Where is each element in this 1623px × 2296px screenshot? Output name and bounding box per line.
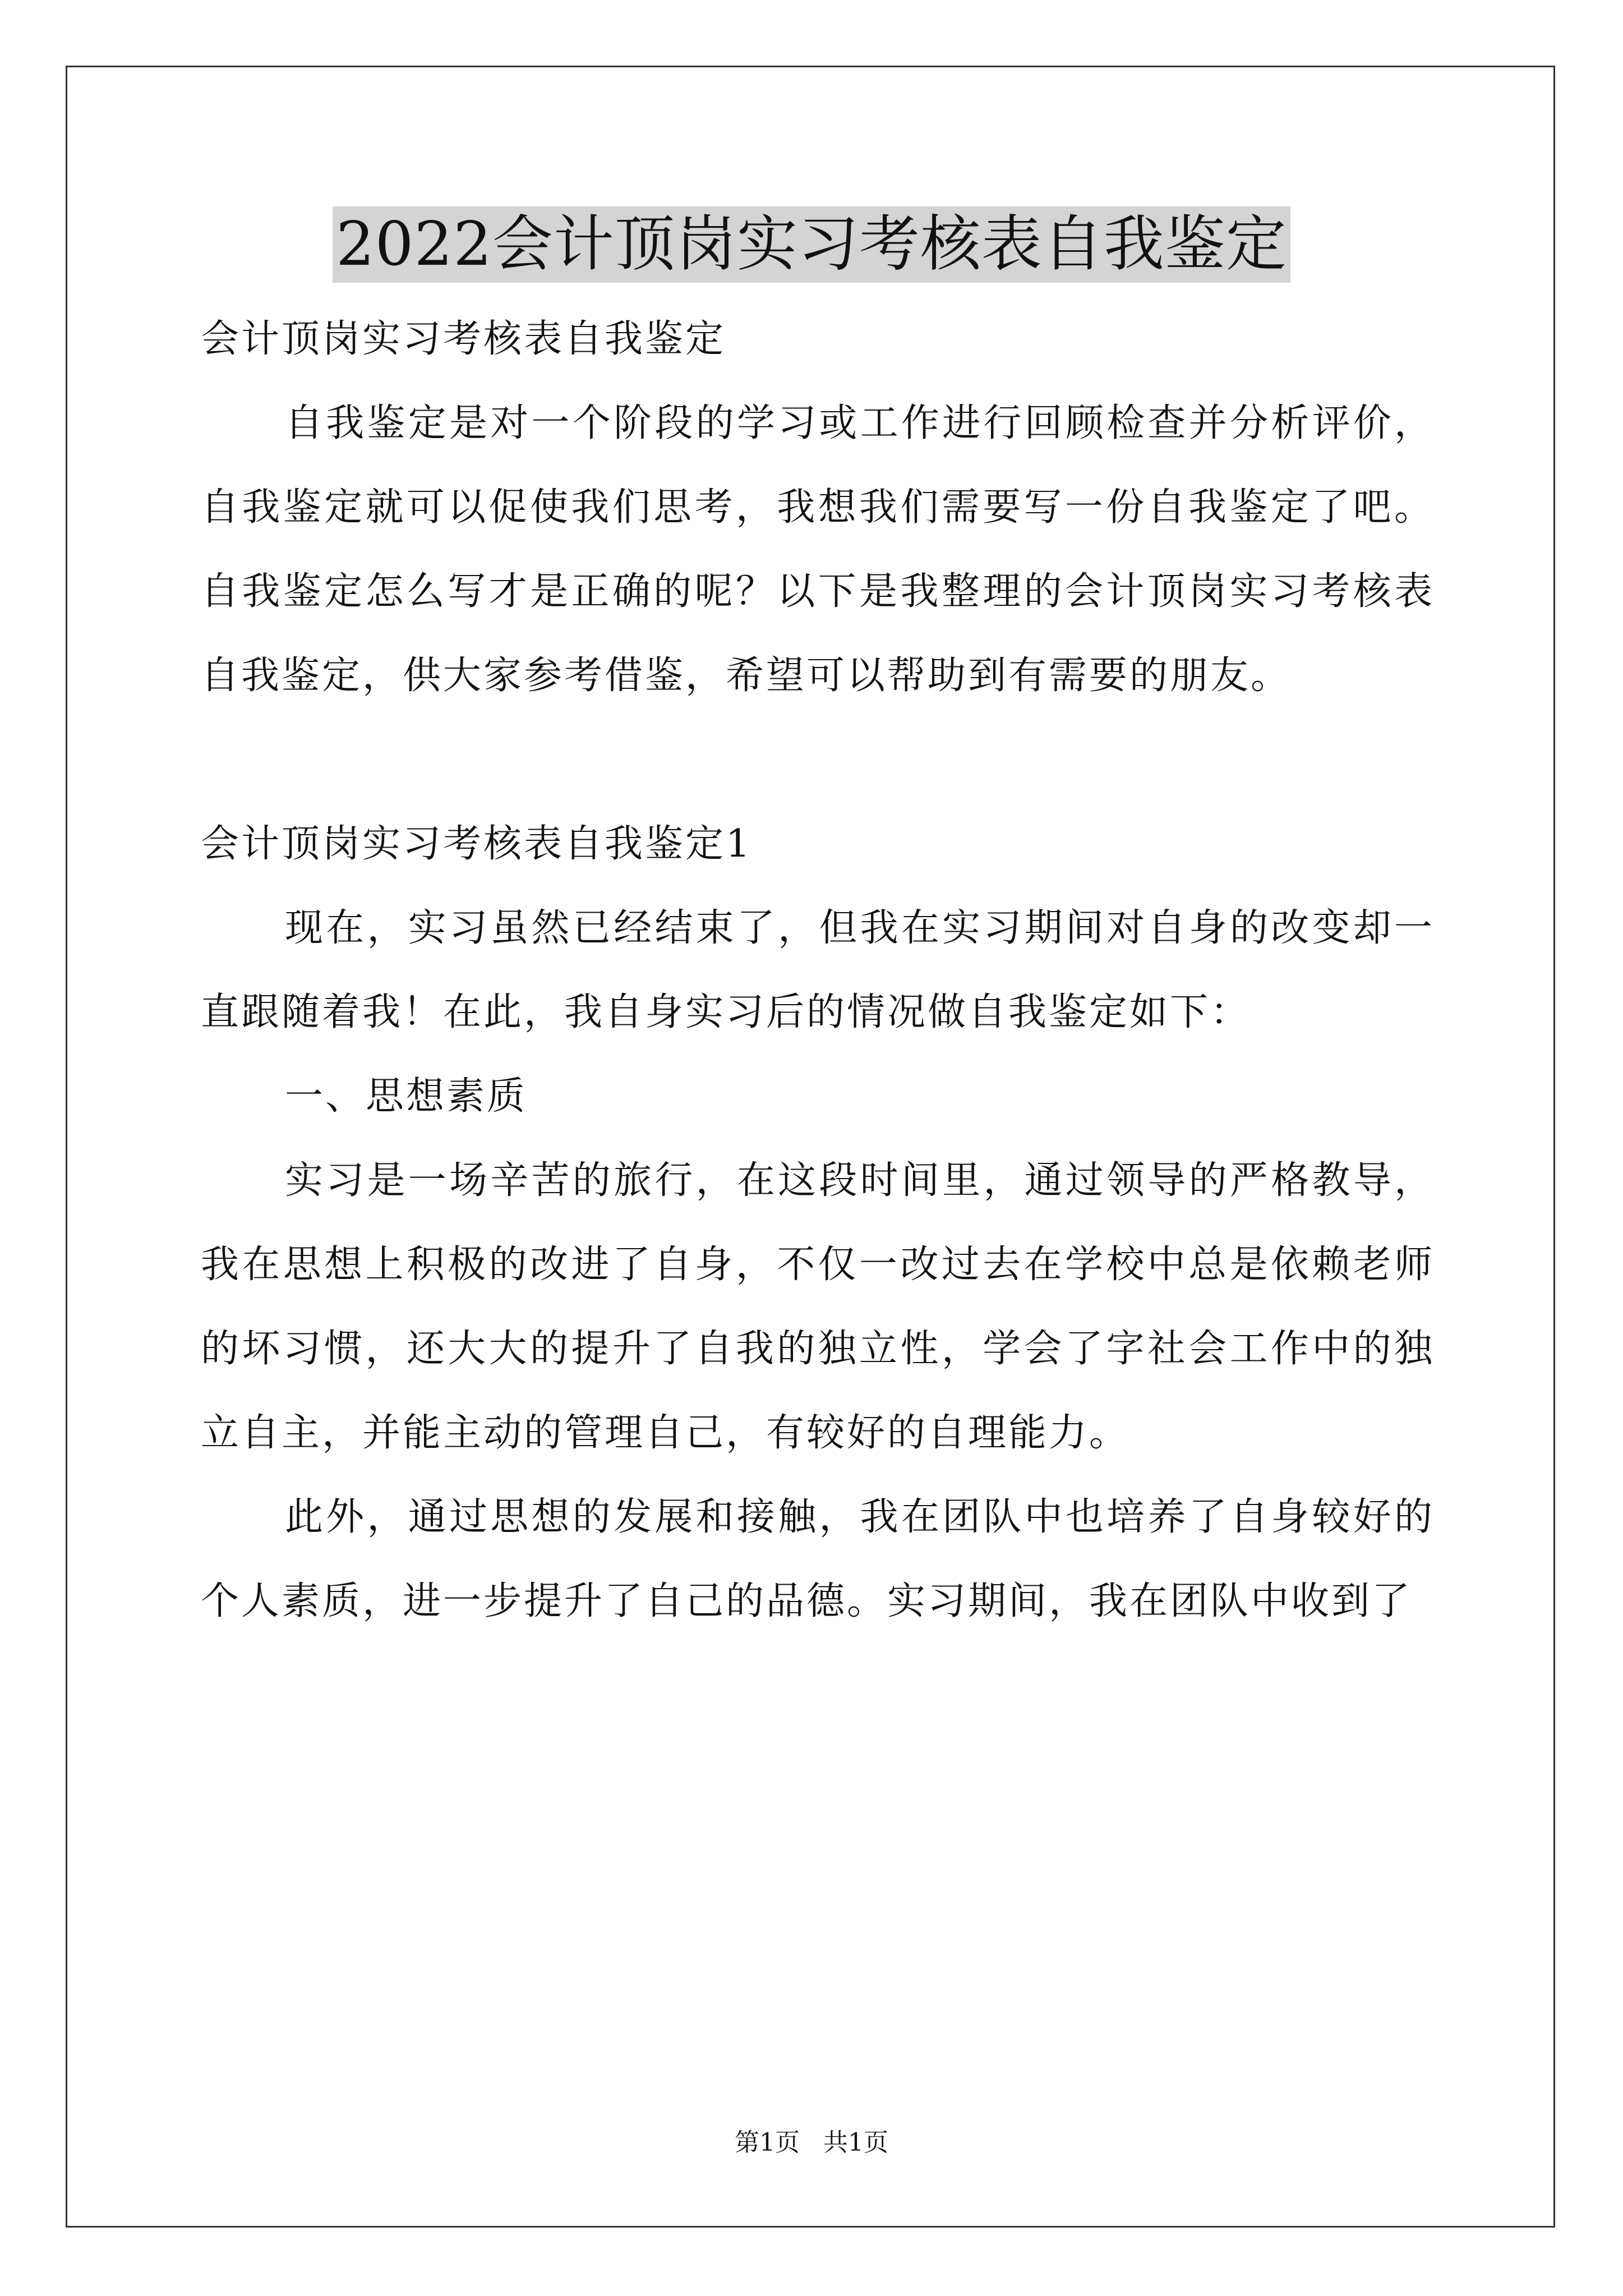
paragraph: 实习是一场辛苦的旅行，在这段时间里，通过领导的严格教导，我在思想上积极的改进了自身，不仅一改过去在学校中总是依赖老师的坏习惯，还大大的提升了自我的独立性，学会了字社会工作中的独立自主，并能主动的管理自己，有较好的自理能力。 bbox=[201, 1158, 1435, 1455]
paragraph: 会计顶岗实习考核表自我鉴定 bbox=[201, 317, 726, 361]
title-container bbox=[0, 206, 1623, 283]
page-number: 第1页 共1页 bbox=[735, 2128, 888, 2157]
paragraph: 此外，通过思想的发展和接触，我在团队中也培养了自身较好的个人素质，进一步提升了自己的品德。实习期间，我在团队中收到了 bbox=[201, 1495, 1435, 1623]
section-heading: 会计顶岗实习考核表自我鉴定1 bbox=[201, 822, 753, 866]
sub-heading: 一、思想素质 bbox=[285, 1074, 528, 1119]
paragraph: 现在，实习虽然已经结束了，但我在实习期间对自身的改变却一直跟随着我！在此，我自身实习后的情况做自我鉴定如下： bbox=[201, 906, 1435, 1034]
paragraph: 自我鉴定是对一个阶段的学习或工作进行回顾检查并分析评价，自我鉴定就可以促使我们思考，我想我们需要写一份自我鉴定了吧。自我鉴定怎么写才是正确的呢？以下是我整理的会计顶岗实习考核表自我鉴定，供大家参考借鉴，希望可以帮助到有需要的朋友。 bbox=[201, 401, 1435, 698]
document-body bbox=[201, 297, 1435, 1644]
document-title: 2022会计顶岗实习考核表自我鉴定 bbox=[333, 206, 1290, 283]
page-footer bbox=[0, 2126, 1623, 2160]
